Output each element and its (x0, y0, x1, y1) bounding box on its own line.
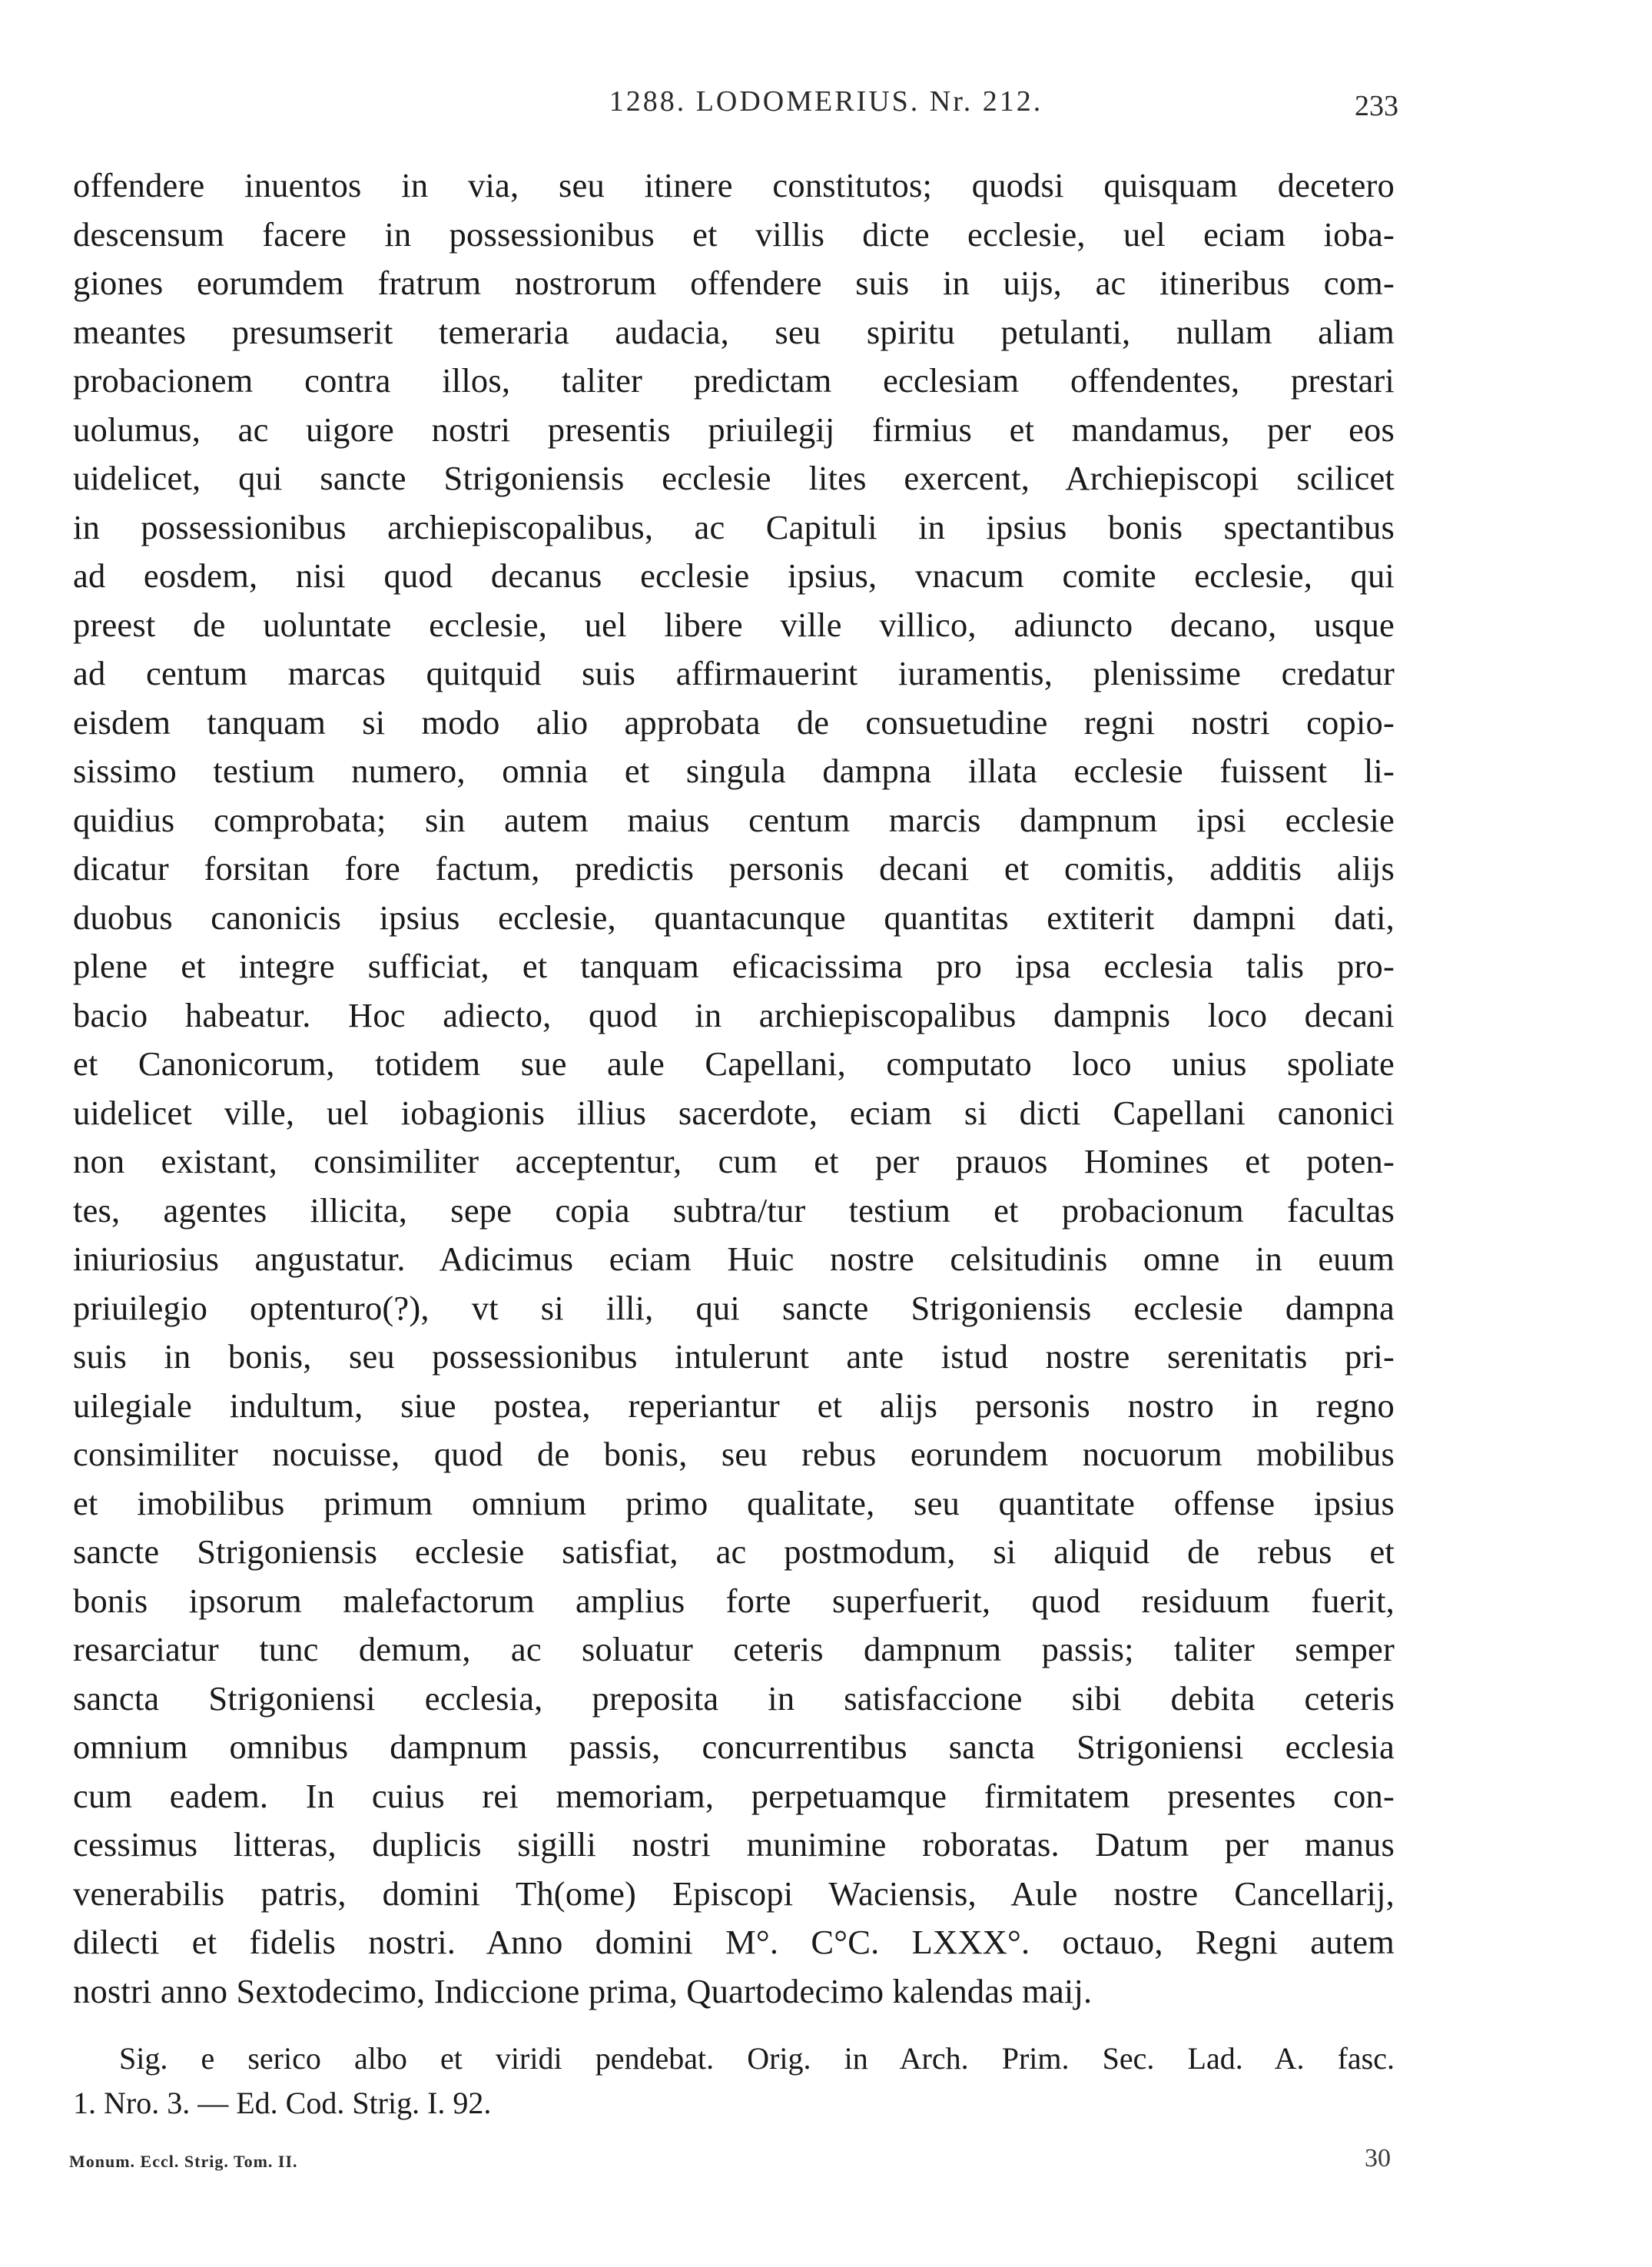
text-line: duobus canonicis ipsius ecclesie, quantacunque quantitas extiterit dampni dati, (73, 898, 1395, 937)
text-line: bonis ipsorum malefactorum amplius forte superfuerit, quod residuum fuerit, (73, 1581, 1395, 1620)
text-line: in possessionibus archiepiscopalibus, ac Capituli in ipsius bonis spectantibus (73, 507, 1395, 546)
page-footer (69, 2144, 1406, 2182)
text-line: resarciatur tunc demum, ac soluatur ceteris dampnum passis; taliter semper (73, 1630, 1395, 1668)
text-line: cum eadem. In cuius rei memoriam, perpetuamque firmitatem presentes con- (73, 1776, 1395, 1815)
text-line: probacionem contra illos, taliter predictam ecclesiam offendentes, prestari (73, 361, 1395, 400)
text-line: ad centum marcas quitquid suis affirmauerint iuramentis, plenissime credatur (73, 654, 1395, 692)
page-number: 233 (1355, 90, 1398, 122)
text-line: cessimus litteras, duplicis sigilli nostri munimine roboratas. Datum per manus (73, 1825, 1395, 1864)
text-line: sancta Strigoniensi ecclesia, preposita in satisfaccione sibi debita ceteris (73, 1678, 1395, 1718)
text-line: offendere inuentos in via, seu itinere constitutos; quodsi quisquam decetero (73, 166, 1395, 204)
text-line: et Canonicorum, totidem sue aule Capellani, computato loco unius spoliate (73, 1044, 1395, 1083)
source-note (73, 2036, 1395, 2126)
text-line: dicatur forsitan fore factum, predictis personis decani et comitis, additis alijs (73, 849, 1395, 888)
text-line: consimiliter nocuisse, quod de bonis, seu rebus eorundem nocuorum mobilibus (73, 1435, 1395, 1473)
text-line: descensum facere in possessionibus et villis dicte ecclesie, uel eciam ioba- (73, 214, 1395, 254)
text-line: eisdem tanquam si modo alio approbata de consuetudine regni nostri copio- (73, 702, 1395, 742)
running-title: 1288. LODOMERIUS. Nr. 212. (609, 85, 1043, 118)
text-line: suis in bonis, seu possessionibus intulerunt ante istud nostre serenitatis pri- (73, 1337, 1395, 1376)
text-line: uolumus, ac uigore nostri presentis priuilegij firmius et mandamus, per eos (73, 410, 1395, 449)
text-line: sissimo testium numero, omnia et singula dampna illata ecclesie fuissent li- (73, 752, 1395, 790)
printer-signature: Monum. Eccl. Strig. Tom. II. (69, 2152, 298, 2171)
text-line: non existant, consimiliter acceptentur, cum et per prauos Homines et poten- (73, 1142, 1395, 1180)
text-line: et imobilibus primum omnium primo qualitate, seu quantitate offense ipsius (73, 1483, 1395, 1522)
note-line: Sig. e serico albo et viridi pendebat. Orig. in Arch. Prim. Sec. Lad. A. fasc. (119, 2041, 1395, 2076)
text-line: omnium omnibus dampnum passis, concurrentibus sancta Strigoniensi ecclesia (73, 1728, 1395, 1766)
running-head (0, 85, 1652, 123)
text-line: sancte Strigoniensis ecclesie satisfiat, ac postmodum, si aliquid de rebus et (73, 1532, 1395, 1571)
text-line: meantes presumserit temeraria audacia, seu spiritu petulanti, nullam aliam (73, 312, 1395, 351)
text-line: quidius comprobata; sin autem maius centum marcis dampnum ipsi ecclesie (73, 800, 1395, 839)
text-line: giones eorumdem fratrum nostrorum offendere suis in uijs, ac itineribus com- (73, 264, 1395, 302)
note-line: 1. Nro. 3. — Ed. Cod. Strig. I. 92. (73, 2086, 492, 2120)
text-line: venerabilis patris, domini Th(ome) Episcopi Waciensis, Aule nostre Cancellarij, (73, 1874, 1395, 1913)
text-line: priuilegio optenturo(?), vt si illi, qui sancte Strigoniensis ecclesie dampna (73, 1288, 1395, 1327)
text-line: uilegiale indultum, siue postea, reperiantur et alijs personis nostro in regno (73, 1386, 1395, 1425)
sheet-number: 30 (1365, 2144, 1391, 2172)
text-line: nostri anno Sextodecimo, Indiccione prima, Quartodecimo kalendas maij. (73, 1971, 1093, 2010)
body-text (73, 161, 1395, 2016)
text-line: plene et integre sufficiat, et tanquam eficacissima pro ipsa ecclesia talis pro- (73, 947, 1395, 985)
text-line: uidelicet, qui sancte Strigoniensis ecclesie lites exercent, Archiepiscopi scilicet (73, 459, 1395, 497)
text-line: tes, agentes illicita, sepe copia subtra/tur testium et probacionum facultas (73, 1190, 1395, 1230)
text-line: uidelicet ville, uel iobagionis illius sacerdote, eciam si dicti Capellani canonici (73, 1093, 1395, 1132)
text-line: preest de uoluntate ecclesie, uel libere ville villico, adiuncto decano, usque (73, 605, 1395, 644)
text-line: dilecti et fidelis nostri. Anno domini M°. C°C. LXXX°. octauo, Regni autem (73, 1923, 1395, 1961)
text-line: iniuriosius angustatur. Adicimus eciam Huic nostre celsitudinis omne in euum (73, 1240, 1395, 1278)
text-line: bacio habeatur. Hoc adiecto, quod in archiepiscopalibus dampnis loco decani (73, 995, 1395, 1034)
text-line: ad eosdem, nisi quod decanus ecclesie ipsius, vnacum comite ecclesie, qui (73, 556, 1395, 595)
